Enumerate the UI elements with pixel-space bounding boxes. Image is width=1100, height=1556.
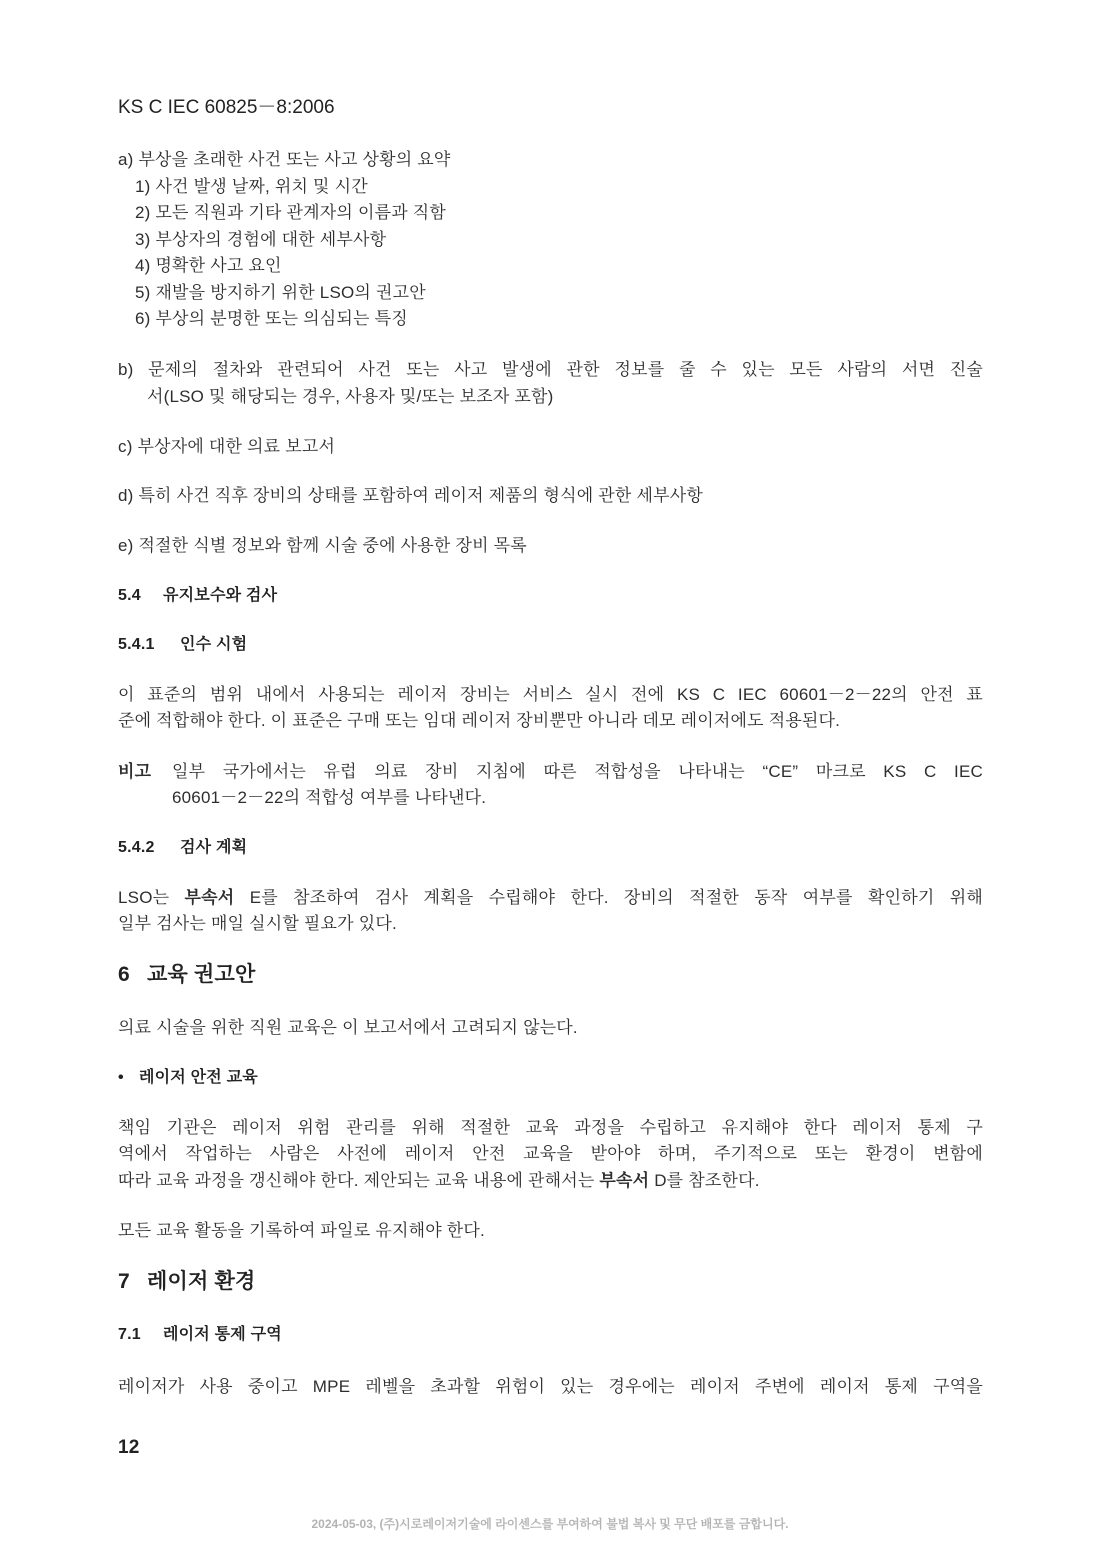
section-number: 5.4 xyxy=(118,587,141,604)
section-number: 6 xyxy=(118,963,130,986)
paragraph-line: 레이저가 사용 중이고 MPE 레벨을 초과할 위험이 있는 경우에는 레이저 주변에 레이저 통제 구역을 xyxy=(118,1377,983,1396)
note-line: 일부 국가에서는 유럽 의료 장비 지침에 따른 적합성을 나타내는 “CE” 마크로 KS C IEC xyxy=(172,762,983,781)
text-run: D를 참조한다. xyxy=(649,1171,760,1190)
text-run: LSO는 xyxy=(118,888,185,907)
paragraph-line: 책임 기관은 레이저 위험 관리를 위해 적절한 교육 과정을 수립하고 유지해야 한다 레이저 통제 구 xyxy=(118,1118,983,1137)
section-title: 유지보수와 검사 xyxy=(163,587,278,604)
list-subitem-1: 1) 사건 발생 날짜, 위치 및 시간 xyxy=(135,177,368,196)
section-number: 5.4.1 xyxy=(118,636,155,653)
paragraph-line: 의료 시술을 위한 직원 교육은 이 보고서에서 고려되지 않는다. xyxy=(118,1018,578,1037)
section-5-4-heading xyxy=(118,583,983,609)
list-item-c: c) 부상자에 대한 의료 보고서 xyxy=(118,437,336,456)
list-subitem-4: 4) 명확한 사고 요인 xyxy=(135,256,282,275)
list-item-e: e) 적절한 식별 정보와 함께 시술 중에 사용한 장비 목록 xyxy=(118,536,527,555)
paragraph-line: 일부 검사는 매일 실시할 필요가 있다. xyxy=(118,914,397,933)
section-5-4-1-heading xyxy=(118,632,983,658)
text-run: E를 참조하여 검사 계획을 수립해야 한다. 장비의 적절한 동작 여부를 확인하기 위해 xyxy=(234,888,983,907)
paragraph-line xyxy=(118,885,983,911)
list-subitem-2: 2) 모든 직원과 기타 관계자의 이름과 직함 xyxy=(135,203,447,222)
list-item-a: a) 부상을 초래한 사건 또는 사고 상황의 요약 xyxy=(118,150,451,169)
document-id: KS C IEC 60825－8:2006 xyxy=(118,97,335,118)
license-footer: 2024-05-03, (주)시로레이저기술에 라이센스를 부여하여 불법 복사 및 무단 배포를 금합니다. xyxy=(311,1517,789,1531)
section-number: 5.4.2 xyxy=(118,839,155,856)
list-item-b-line-2: 서(LSO 및 해당되는 경우, 사용자 및/또는 보조자 포함) xyxy=(147,387,554,406)
note-line: 60601－2－22의 적합성 여부를 나타낸다. xyxy=(172,788,487,807)
page-number: 12 xyxy=(118,1437,140,1458)
section-title: 인수 시험 xyxy=(180,636,248,653)
annex-reference: 부속서 xyxy=(184,888,235,907)
bullet-heading xyxy=(118,1065,983,1091)
section-6-heading xyxy=(118,960,983,990)
section-title: 레이저 환경 xyxy=(147,1270,256,1293)
paragraph-line: 이 표준의 범위 내에서 사용되는 레이저 장비는 서비스 실시 전에 KS C IEC 60601－2－22의 안전 표 xyxy=(118,685,983,704)
note-label: 비고 xyxy=(118,762,152,781)
list-item-b-line-1: b) 문제의 절차와 관련되어 사건 또는 사고 발생에 관한 정보를 줄 수 있는 모든 사람의 서면 진술 xyxy=(118,360,983,379)
list-subitem-6: 6) 부상의 분명한 또는 의심되는 특징 xyxy=(135,309,408,328)
bullet-title: 레이저 안전 교육 xyxy=(139,1069,258,1086)
text-run: 따라 교육 과정을 갱신해야 한다. 제안되는 교육 내용에 관해서는 xyxy=(118,1171,600,1190)
section-7-1-heading xyxy=(118,1322,983,1348)
section-title: 교육 권고안 xyxy=(147,963,256,986)
list-item-d: d) 특히 사건 직후 장비의 상태를 포함하여 레이저 제품의 형식에 관한 세부사항 xyxy=(118,486,703,505)
paragraph-line: 역에서 작업하는 사람은 사전에 레이저 안전 교육을 받아야 하며, 주기적으로 또는 환경이 변함에 xyxy=(118,1144,983,1163)
section-number: 7.1 xyxy=(118,1326,141,1343)
paragraph-line: 모든 교육 활동을 기록하여 파일로 유지해야 한다. xyxy=(118,1221,485,1240)
section-number: 7 xyxy=(118,1270,130,1293)
paragraph-line xyxy=(118,1168,983,1194)
section-7-heading xyxy=(118,1267,983,1297)
section-title: 검사 계획 xyxy=(180,839,248,856)
list-subitem-5: 5) 재발을 방지하기 위한 LSO의 권고안 xyxy=(135,283,426,302)
list-subitem-3: 3) 부상자의 경험에 대한 세부사항 xyxy=(135,230,387,249)
section-5-4-2-heading xyxy=(118,835,983,861)
annex-reference: 부속서 xyxy=(599,1171,650,1190)
paragraph-line: 준에 적합해야 한다. 이 표준은 구매 또는 임대 레이저 장비뿐만 아니라 데모 레이저에도 적용된다. xyxy=(118,711,841,730)
bullet-mark: • xyxy=(118,1069,124,1086)
section-title: 레이저 통제 구역 xyxy=(163,1326,282,1343)
